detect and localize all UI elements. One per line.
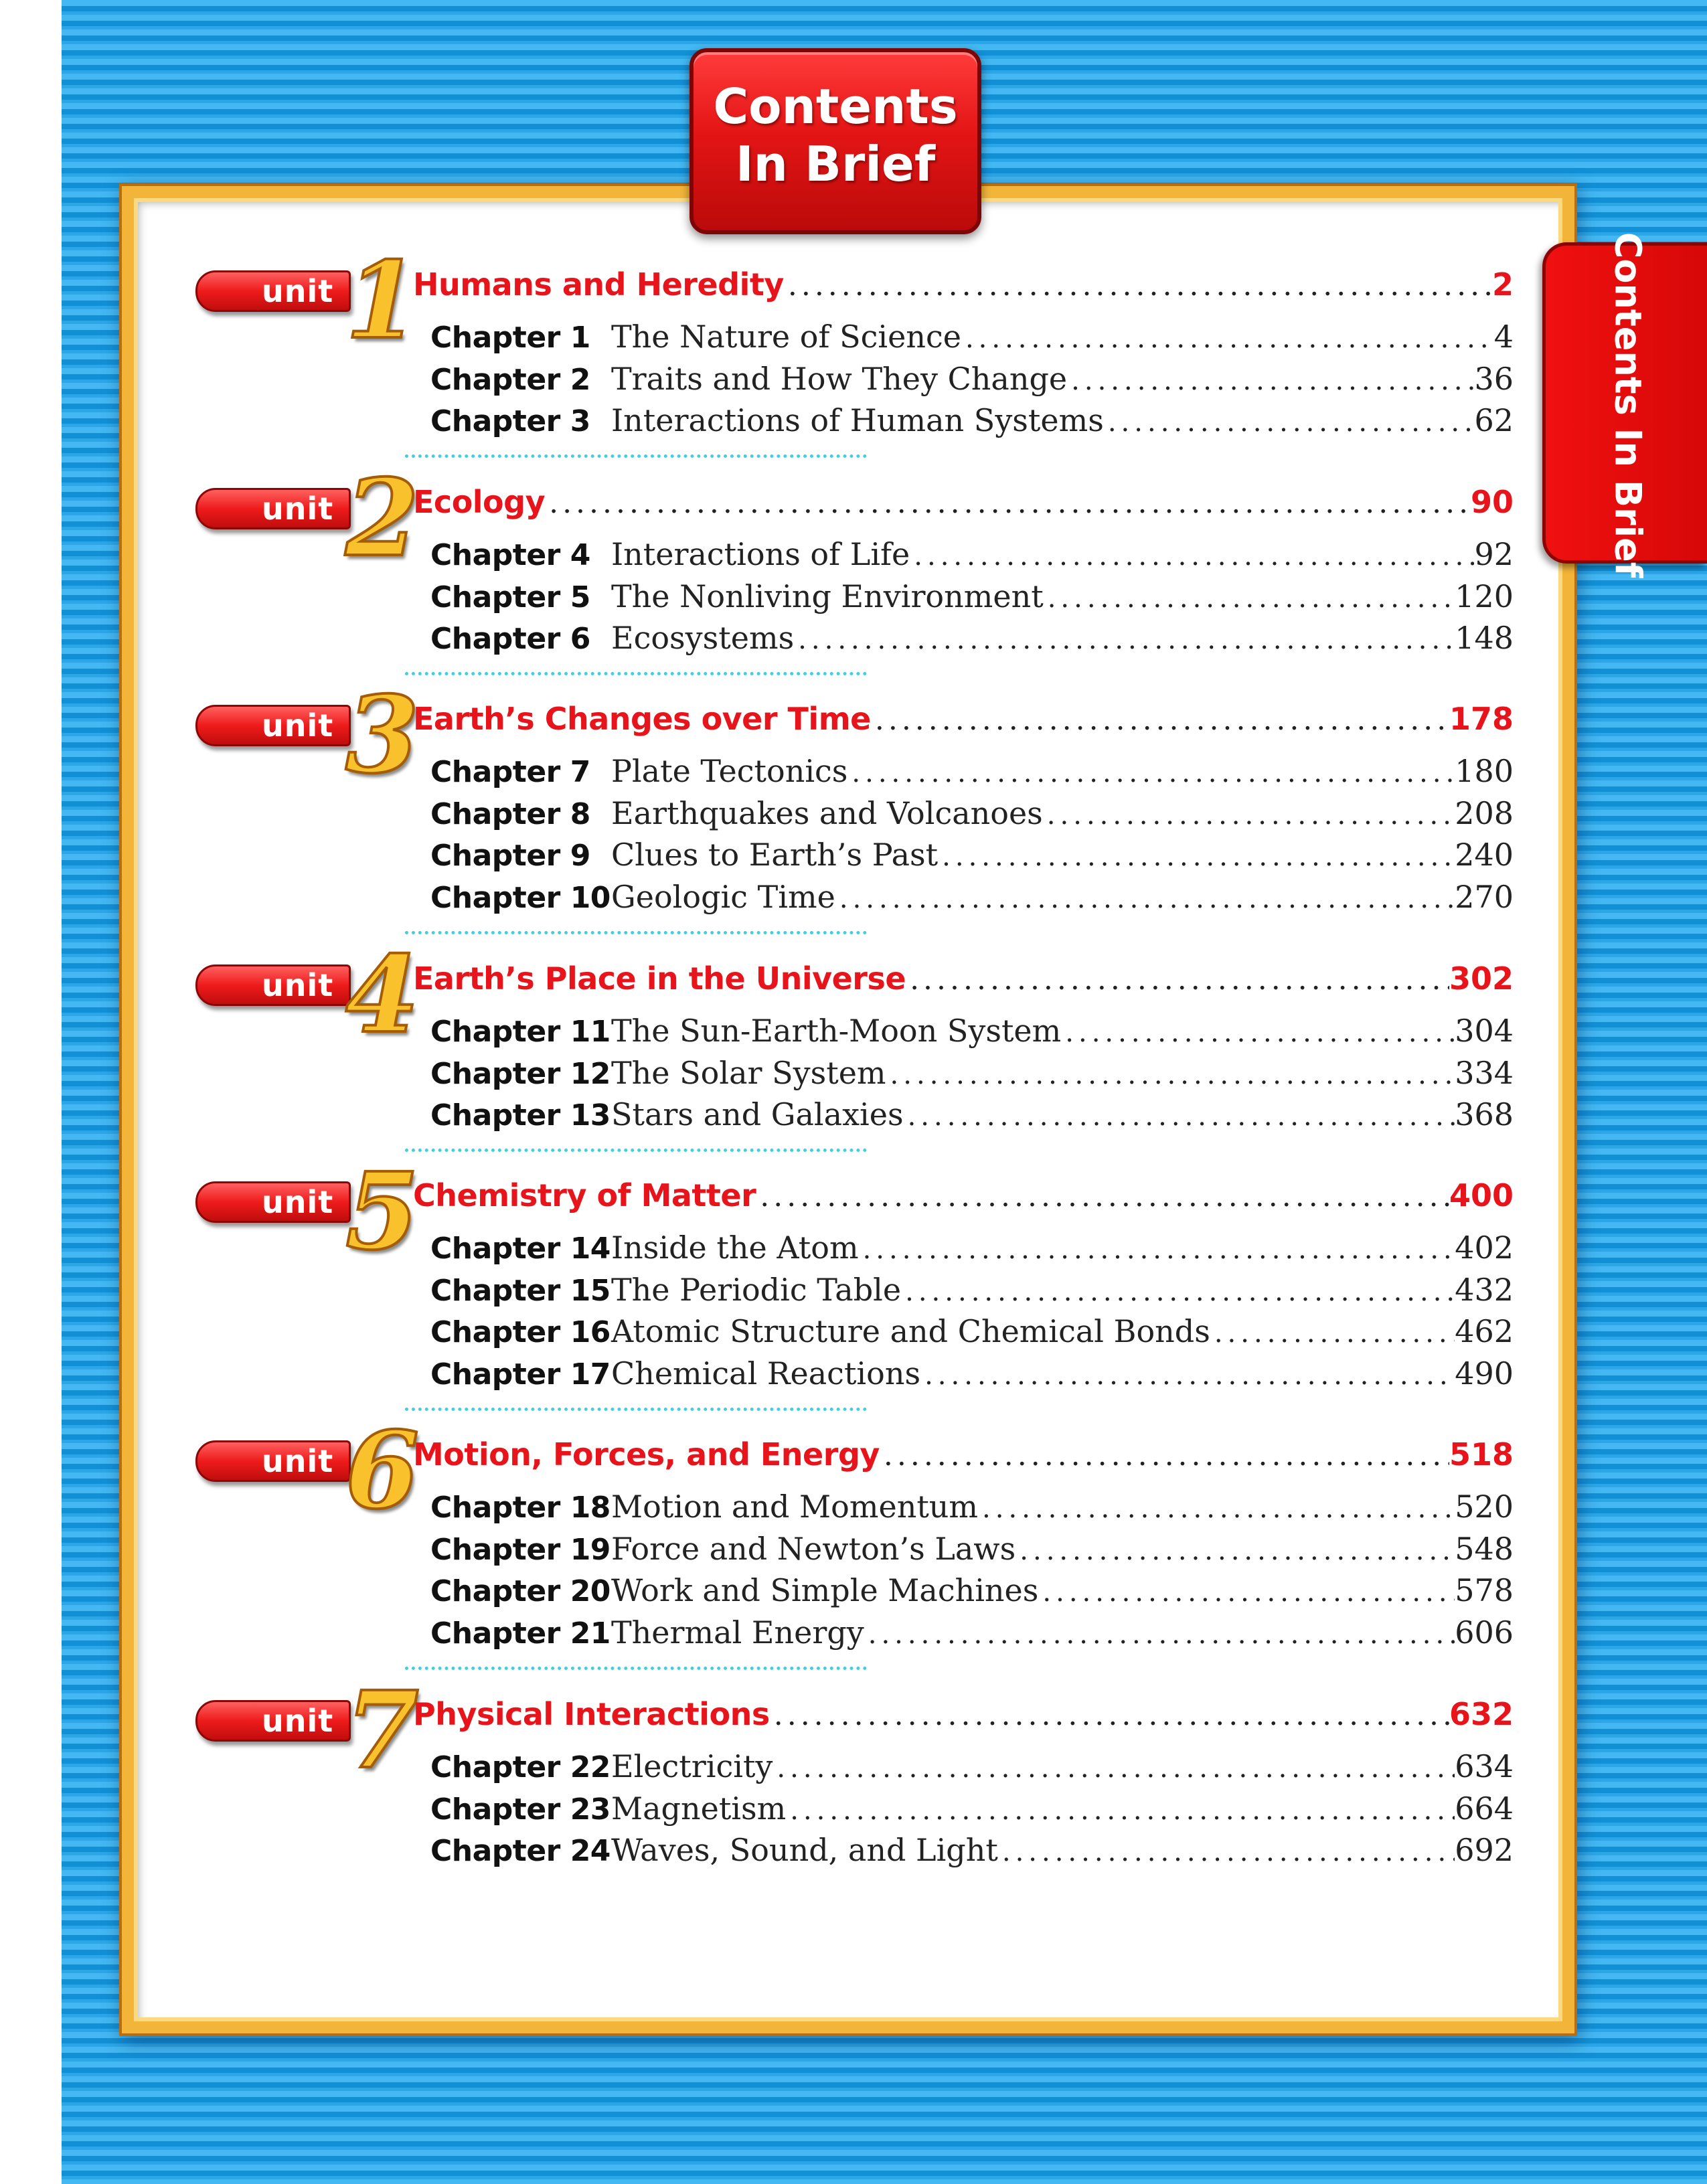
chapter-title: Inside the Atom [611, 1230, 859, 1266]
chapter-page-number: 334 [1455, 1055, 1514, 1091]
chapter-label: Chapter 16 [430, 1315, 611, 1349]
chapter-title: Atomic Structure and Chemical Bonds [611, 1313, 1210, 1349]
chapter-entry[interactable] [430, 879, 1514, 916]
chapter-page-number: 148 [1455, 620, 1514, 656]
page-margin [0, 0, 62, 2184]
chapter-page-number: 36 [1474, 361, 1514, 397]
dot-leader [906, 962, 1449, 997]
chapter-page-number: 692 [1455, 1832, 1514, 1868]
chapter-page-number: 634 [1455, 1748, 1514, 1784]
chapter-page-number: 304 [1455, 1013, 1514, 1049]
dot-leader [835, 884, 1455, 914]
chapter-entry[interactable] [430, 1572, 1514, 1610]
unit-title: Earth’s Changes over Time [413, 701, 871, 737]
chapter-page-number: 548 [1455, 1531, 1514, 1567]
unit-title: Physical Interactions [413, 1696, 770, 1732]
chapter-title: The Solar System [611, 1055, 886, 1091]
chapter-page-number: 120 [1455, 578, 1514, 614]
unit-entry[interactable] [413, 266, 1514, 305]
title-tab [689, 48, 981, 234]
chapter-page-number: 180 [1455, 753, 1514, 789]
unit-pill [195, 964, 351, 1006]
unit-word: unit [262, 707, 334, 744]
chapter-title: Earthquakes and Volcanoes [611, 795, 1043, 831]
chapter-title: Work and Simple Machines [611, 1572, 1039, 1608]
chapter-page-number: 368 [1455, 1096, 1514, 1132]
chapter-title: The Nature of Science [611, 319, 961, 355]
chapter-title: Thermal Energy [611, 1614, 864, 1651]
chapter-title: Waves, Sound, and Light [611, 1832, 998, 1868]
chapter-entry[interactable] [430, 1230, 1514, 1267]
unit-pill [195, 270, 351, 312]
chapter-label: Chapter 15 [430, 1274, 611, 1308]
unit-entry[interactable] [413, 1436, 1514, 1475]
chapter-page-number: 578 [1455, 1572, 1514, 1608]
unit-badge [195, 1409, 419, 1533]
unit-badge [195, 673, 419, 797]
chapter-label: Chapter 2 [430, 363, 590, 397]
unit-title: Motion, Forces, and Energy [413, 1436, 880, 1473]
chapter-label: Chapter 5 [430, 580, 590, 614]
dot-leader [901, 1276, 1455, 1307]
chapter-title: Interactions of Human Systems [611, 402, 1104, 438]
chapter-label: Chapter 24 [430, 1834, 611, 1868]
chapter-entry[interactable] [430, 578, 1514, 616]
chapter-entry[interactable] [430, 1013, 1514, 1050]
chapter-label: Chapter 23 [430, 1792, 611, 1827]
chapter-title: Force and Newton’s Laws [611, 1531, 1016, 1567]
dot-leader [938, 841, 1455, 872]
dot-leader [1061, 1017, 1455, 1048]
dot-leader [859, 1234, 1455, 1265]
section-divider [405, 1149, 867, 1152]
chapter-entry[interactable] [430, 1614, 1514, 1652]
chapter-entry[interactable] [430, 795, 1514, 833]
unit-word: unit [262, 1184, 334, 1220]
unit-badge [195, 1669, 419, 1792]
unit-title: Chemistry of Matter [413, 1177, 756, 1213]
dot-leader [1015, 1535, 1455, 1566]
chapter-page-number: 62 [1474, 402, 1514, 438]
chapter-label: Chapter 9 [430, 839, 590, 873]
section-divider [405, 672, 867, 675]
unit-page-number: 632 [1449, 1696, 1514, 1732]
dot-leader [871, 703, 1449, 737]
chapter-label: Chapter 13 [430, 1098, 611, 1132]
chapter-label: Chapter 20 [430, 1574, 611, 1608]
side-tab[interactable] [1542, 232, 1707, 578]
unit-word: unit [262, 967, 334, 1003]
chapter-entry[interactable] [430, 1790, 1514, 1828]
unit-number: 2 [345, 456, 419, 580]
chapter-entry[interactable] [430, 1272, 1514, 1309]
chapter-label: Chapter 11 [430, 1015, 611, 1049]
chapter-entry[interactable] [430, 837, 1514, 874]
dot-leader [998, 1837, 1455, 1867]
unit-number: 5 [345, 1150, 419, 1274]
chapter-label: Chapter 18 [430, 1491, 611, 1525]
chapter-label: Chapter 14 [430, 1232, 611, 1266]
unit-pill [195, 1440, 351, 1482]
chapter-title: Magnetism [611, 1790, 787, 1827]
dot-leader [864, 1619, 1455, 1650]
unit-number: 7 [345, 1669, 419, 1792]
chapter-title: Plate Tectonics [611, 753, 848, 789]
unit-entry[interactable] [413, 484, 1514, 523]
unit-page-number: 400 [1449, 1177, 1514, 1213]
dot-leader [1044, 583, 1455, 614]
chapter-label: Chapter 10 [430, 881, 611, 915]
chapter-label: Chapter 1 [430, 321, 590, 355]
dot-leader [1067, 365, 1474, 396]
unit-word: unit [262, 491, 334, 527]
chapter-page-number: 4 [1493, 319, 1514, 355]
dot-leader [904, 1101, 1455, 1132]
dot-leader [786, 1795, 1455, 1826]
chapter-entry[interactable] [430, 1096, 1514, 1134]
chapter-page-number: 240 [1455, 837, 1514, 873]
chapter-entry[interactable] [430, 1355, 1514, 1393]
chapter-label: Chapter 19 [430, 1533, 611, 1567]
unit-badge [195, 239, 419, 363]
unit-entry[interactable] [413, 960, 1514, 999]
chapter-page-number: 664 [1455, 1790, 1514, 1827]
chapter-entry[interactable] [430, 1055, 1514, 1092]
dot-leader [770, 1698, 1449, 1732]
unit-word: unit [262, 1703, 334, 1739]
chapter-page-number: 490 [1455, 1355, 1514, 1392]
chapter-title: The Sun-Earth-Moon System [611, 1013, 1062, 1049]
chapter-page-number: 208 [1455, 795, 1514, 831]
section-divider [405, 931, 867, 934]
dot-leader [847, 758, 1455, 788]
unit-entry[interactable] [413, 1696, 1514, 1735]
unit-badge [195, 933, 419, 1057]
chapter-page-number: 92 [1474, 536, 1514, 572]
dot-leader [880, 1438, 1449, 1473]
chapter-entry[interactable] [430, 361, 1514, 398]
unit-pill [195, 1181, 351, 1223]
unit-number: 4 [345, 933, 419, 1057]
chapter-page-number: 606 [1455, 1614, 1514, 1651]
chapter-page-number: 520 [1455, 1489, 1514, 1525]
chapter-entry[interactable] [430, 1531, 1514, 1568]
chapter-title: The Periodic Table [611, 1272, 902, 1308]
chapter-entry[interactable] [430, 620, 1514, 657]
unit-page-number: 2 [1491, 266, 1514, 303]
section-divider [405, 1408, 867, 1411]
dot-leader [1104, 407, 1475, 438]
chapter-title: Chemical Reactions [611, 1355, 921, 1392]
unit-badge [195, 1150, 419, 1274]
page-title-line-2: In Brief [735, 136, 936, 192]
dot-leader [756, 1179, 1449, 1213]
unit-word: unit [262, 1443, 334, 1479]
unit-pill [195, 705, 351, 746]
chapter-title: Geologic Time [611, 879, 835, 915]
dot-leader [773, 1753, 1455, 1784]
chapter-label: Chapter 8 [430, 797, 590, 831]
dot-leader [1038, 1577, 1455, 1608]
chapter-label: Chapter 17 [430, 1357, 611, 1392]
unit-title: Humans and Heredity [413, 266, 784, 303]
unit-entry[interactable] [413, 1177, 1514, 1216]
dot-leader [886, 1060, 1455, 1090]
dot-leader [920, 1360, 1455, 1391]
chapter-title: Ecosystems [611, 620, 795, 656]
chapter-label: Chapter 22 [430, 1750, 611, 1784]
dot-leader [1210, 1318, 1455, 1349]
chapter-entry[interactable] [430, 1489, 1514, 1526]
unit-word: unit [262, 273, 334, 309]
chapter-label: Chapter 6 [430, 622, 590, 656]
unit-badge [195, 456, 419, 580]
chapter-page-number: 462 [1455, 1313, 1514, 1349]
dot-leader [1043, 800, 1455, 831]
unit-title: Ecology [413, 484, 546, 520]
unit-page-number: 90 [1470, 484, 1514, 520]
dot-leader [978, 1493, 1455, 1524]
chapter-label: Chapter 3 [430, 404, 590, 438]
section-divider [405, 1667, 867, 1670]
chapter-entry[interactable] [430, 1832, 1514, 1869]
page-title-line-1: Contents [713, 78, 958, 135]
unit-entry[interactable] [413, 701, 1514, 740]
chapter-title: Clues to Earth’s Past [611, 837, 939, 873]
dot-leader [961, 323, 1494, 354]
chapter-entry[interactable] [430, 402, 1514, 440]
chapter-entry[interactable] [430, 1313, 1514, 1351]
chapter-title: Electricity [611, 1748, 773, 1784]
chapter-title: The Nonliving Environment [611, 578, 1044, 614]
chapter-label: Chapter 12 [430, 1057, 611, 1091]
chapter-label: Chapter 7 [430, 755, 590, 789]
chapter-entry[interactable] [430, 319, 1514, 356]
chapter-title: Stars and Galaxies [611, 1096, 904, 1132]
chapter-entry[interactable] [430, 1748, 1514, 1786]
dot-leader [784, 268, 1492, 303]
chapter-page-number: 432 [1455, 1272, 1514, 1308]
dot-leader [545, 486, 1471, 520]
unit-page-number: 178 [1449, 701, 1514, 737]
chapter-title: Interactions of Life [611, 536, 910, 572]
chapter-page-number: 402 [1455, 1230, 1514, 1266]
dot-leader [910, 541, 1474, 572]
chapter-title: Traits and How They Change [611, 361, 1068, 397]
unit-page-number: 518 [1449, 1436, 1514, 1473]
unit-number: 6 [345, 1409, 419, 1533]
chapter-entry[interactable] [430, 753, 1514, 790]
unit-page-number: 302 [1449, 960, 1514, 997]
chapter-title: Motion and Momentum [611, 1489, 979, 1525]
chapter-label: Chapter 21 [430, 1616, 611, 1651]
chapter-page-number: 270 [1455, 879, 1514, 915]
dot-leader [794, 624, 1455, 655]
section-divider [405, 454, 867, 458]
unit-pill [195, 488, 351, 529]
chapter-label: Chapter 4 [430, 538, 590, 572]
unit-number: 1 [345, 239, 419, 363]
unit-pill [195, 1700, 351, 1742]
unit-number: 3 [345, 673, 419, 797]
chapter-entry[interactable] [430, 536, 1514, 574]
side-tab-label: Contents In Brief [1607, 232, 1649, 578]
unit-title: Earth’s Place in the Universe [413, 960, 906, 997]
